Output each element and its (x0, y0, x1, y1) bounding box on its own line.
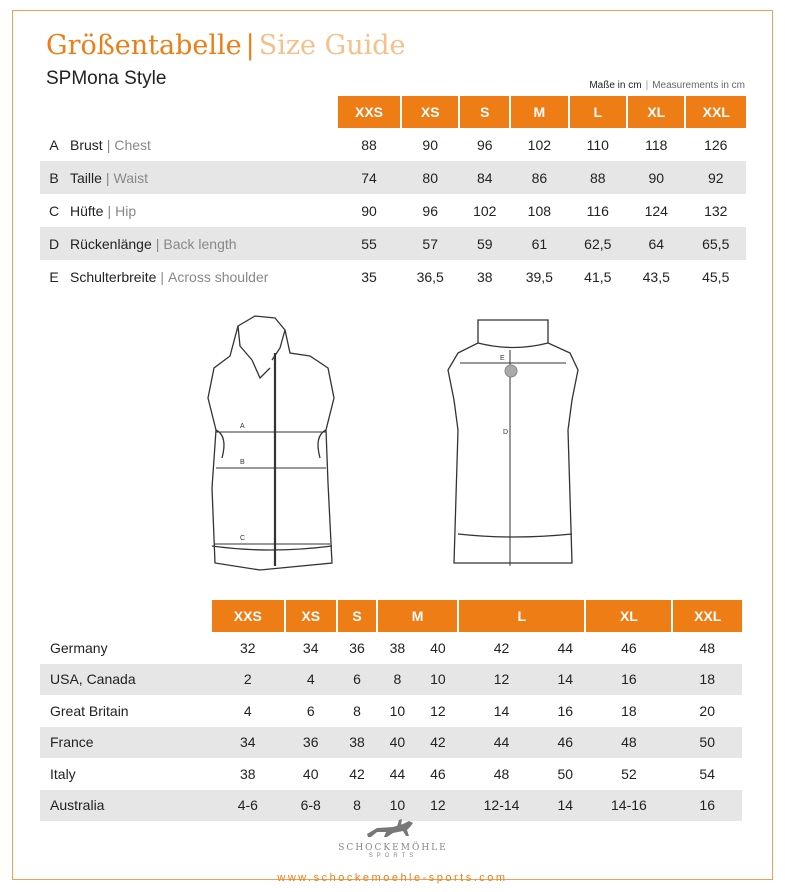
measurement-value: 45,5 (685, 260, 746, 293)
conversion-value: 40 (418, 632, 458, 664)
conversion-value: 54 (672, 758, 742, 790)
size-header: XS (285, 600, 337, 632)
measurement-value: 96 (459, 128, 510, 161)
vest-front-drawing (208, 316, 334, 570)
conversion-value: 52 (585, 758, 672, 790)
conversion-value: 2 (211, 664, 285, 696)
measurement-key: C (40, 194, 69, 227)
conversion-value: 34 (285, 632, 337, 664)
label-german: Rückenlänge (70, 235, 152, 252)
conversion-value: 14 (458, 695, 545, 727)
vest-diagram (200, 308, 600, 583)
measurement-value: 110 (569, 128, 627, 161)
conversion-value: 14 (545, 790, 585, 822)
label-german: Hüfte (70, 202, 104, 219)
conversion-value: 10 (377, 695, 417, 727)
conversion-value: 48 (585, 727, 672, 759)
measure-lines (214, 350, 566, 566)
measurement-value: 90 (337, 194, 401, 227)
measurement-value: 96 (401, 194, 459, 227)
units-note (589, 80, 745, 91)
title-english: Size Guide (258, 30, 406, 61)
style-name: SPMona Style (46, 68, 167, 89)
conversion-value: 38 (337, 727, 377, 759)
conversion-value: 12 (458, 664, 545, 696)
size-header: M (510, 96, 568, 128)
size-header: S (337, 600, 377, 632)
conversion-value: 4-6 (211, 790, 285, 822)
diagram-label-b: B (240, 459, 245, 466)
conversion-value: 12 (418, 695, 458, 727)
size-header: XS (401, 96, 459, 128)
conversion-value: 14 (545, 664, 585, 696)
measurement-row (40, 260, 746, 293)
measurement-value: 88 (569, 161, 627, 194)
country-label: USA, Canada (40, 664, 211, 696)
measurement-value: 88 (337, 128, 401, 161)
conversion-value: 42 (337, 758, 377, 790)
measurement-key: E (40, 260, 69, 293)
conversion-value: 44 (545, 632, 585, 664)
conversion-value: 50 (672, 727, 742, 759)
conversion-value: 34 (211, 727, 285, 759)
conversion-value: 40 (377, 727, 417, 759)
label-german: Brust (70, 136, 103, 153)
measurement-row (40, 161, 746, 194)
conversion-row (40, 664, 742, 696)
measurement-value: 90 (401, 128, 459, 161)
conversion-row (40, 758, 742, 790)
measurements-table (40, 96, 746, 293)
measurement-value: 86 (510, 161, 568, 194)
size-header: XXS (337, 96, 401, 128)
conversion-value: 10 (418, 664, 458, 696)
size-header: L (458, 600, 585, 632)
conversion-value: 14-16 (585, 790, 672, 822)
measurement-value: 74 (337, 161, 401, 194)
diagram-label-d: D (503, 429, 509, 436)
measurement-value: 55 (337, 227, 401, 260)
measurement-value: 102 (510, 128, 568, 161)
conversion-value: 12-14 (458, 790, 545, 822)
conversion-value: 16 (545, 695, 585, 727)
size-header: M (377, 600, 458, 632)
conversion-value: 46 (545, 727, 585, 759)
vest-back-drawing (448, 320, 578, 563)
measurement-label: Schulterbreite | Across shoulder (69, 260, 337, 293)
country-label: Germany (40, 632, 211, 664)
measurement-value: 126 (685, 128, 746, 161)
measurement-value: 116 (569, 194, 627, 227)
measurement-value: 38 (459, 260, 510, 293)
size-header: XL (627, 96, 685, 128)
measurement-row (40, 227, 746, 260)
conversion-value: 44 (377, 758, 417, 790)
measurement-value: 108 (510, 194, 568, 227)
measurement-key: B (40, 161, 69, 194)
label-german: Schulterbreite (70, 268, 157, 285)
header-blank (40, 600, 211, 632)
measurement-row (40, 128, 746, 161)
conversion-value: 42 (458, 632, 545, 664)
measurement-value: 124 (627, 194, 685, 227)
measurement-value: 102 (459, 194, 510, 227)
size-header: XXL (672, 600, 742, 632)
units-german: Maße in cm (589, 80, 642, 91)
conversion-value: 50 (545, 758, 585, 790)
label-english: Back length (163, 235, 237, 252)
size-conversion-table (40, 600, 742, 821)
conversion-value: 40 (285, 758, 337, 790)
conversion-row (40, 727, 742, 759)
diagram-label-e: E (500, 355, 505, 362)
measurement-value: 61 (510, 227, 568, 260)
conversion-value: 48 (458, 758, 545, 790)
measurement-value: 39,5 (510, 260, 568, 293)
conversion-value: 6-8 (285, 790, 337, 822)
label-english: Waist (113, 169, 149, 186)
conversion-row (40, 695, 742, 727)
measurement-value: 80 (401, 161, 459, 194)
size-header: S (459, 96, 510, 128)
horse-rider-icon (363, 818, 423, 840)
conversion-value: 12 (418, 790, 458, 822)
conversion-value: 4 (211, 695, 285, 727)
measurement-key: D (40, 227, 69, 260)
measurement-label: Taille | Waist (69, 161, 337, 194)
conversion-value: 18 (585, 695, 672, 727)
measurement-value: 132 (685, 194, 746, 227)
conversion-value: 48 (672, 632, 742, 664)
conversion-value: 16 (672, 790, 742, 822)
diagram-label-a: A (240, 423, 245, 430)
measurement-label: Rückenlänge | Back length (69, 227, 337, 260)
title-separator: | (245, 30, 255, 61)
conversion-value: 8 (337, 695, 377, 727)
page-title (46, 30, 405, 61)
website-link[interactable]: www.schockemoehle-sports.com (277, 872, 508, 884)
measurements-header-row (40, 96, 746, 128)
measurement-value: 92 (685, 161, 746, 194)
conversion-value: 42 (418, 727, 458, 759)
conversion-value: 38 (377, 632, 417, 664)
measurement-value: 59 (459, 227, 510, 260)
conversion-header-row (40, 600, 742, 632)
brand-name: SCHOCKEMÖHLE (338, 843, 448, 853)
conversion-value: 8 (337, 790, 377, 822)
country-label: Italy (40, 758, 211, 790)
label-english: Chest (114, 136, 151, 153)
conversion-value: 46 (418, 758, 458, 790)
measurement-value: 41,5 (569, 260, 627, 293)
measurement-label: Hüfte | Hip (69, 194, 337, 227)
measurement-row (40, 194, 746, 227)
measurement-value: 35 (337, 260, 401, 293)
size-header: XL (585, 600, 672, 632)
units-english: Measurements in cm (652, 80, 745, 91)
country-label: Australia (40, 790, 211, 822)
measurement-value: 57 (401, 227, 459, 260)
units-separator: | (645, 80, 649, 91)
measurement-value: 64 (627, 227, 685, 260)
conversion-value: 36 (337, 632, 377, 664)
conversion-value: 46 (585, 632, 672, 664)
measurement-value: 90 (627, 161, 685, 194)
country-label: France (40, 727, 211, 759)
conversion-value: 38 (211, 758, 285, 790)
diagram-label-c: C (240, 535, 246, 542)
brand-subline: SPORTS (368, 853, 418, 859)
measurement-value: 62,5 (569, 227, 627, 260)
conversion-value: 32 (211, 632, 285, 664)
measurement-value: 118 (627, 128, 685, 161)
size-header: XXL (685, 96, 746, 128)
header-blank (40, 96, 337, 128)
conversion-value: 36 (285, 727, 337, 759)
conversion-value: 16 (585, 664, 672, 696)
label-english: Across shoulder (168, 268, 269, 285)
label-english: Hip (115, 202, 137, 219)
size-header: L (569, 96, 627, 128)
conversion-value: 8 (377, 664, 417, 696)
conversion-value: 20 (672, 695, 742, 727)
conversion-value: 10 (377, 790, 417, 822)
label-german: Taille (70, 169, 102, 186)
size-header: XXS (211, 600, 285, 632)
conversion-value: 6 (285, 695, 337, 727)
measurement-value: 36,5 (401, 260, 459, 293)
conversion-value: 44 (458, 727, 545, 759)
measurement-label: Brust | Chest (69, 128, 337, 161)
conversion-value: 18 (672, 664, 742, 696)
brand-logo (328, 818, 458, 859)
conversion-value: 4 (285, 664, 337, 696)
measurement-value: 84 (459, 161, 510, 194)
conversion-value: 6 (337, 664, 377, 696)
title-german: Größentabelle (46, 30, 242, 61)
conversion-row (40, 790, 742, 822)
country-label: Great Britain (40, 695, 211, 727)
conversion-row (40, 632, 742, 664)
measurement-key: A (40, 128, 69, 161)
measurement-value: 65,5 (685, 227, 746, 260)
measurement-value: 43,5 (627, 260, 685, 293)
